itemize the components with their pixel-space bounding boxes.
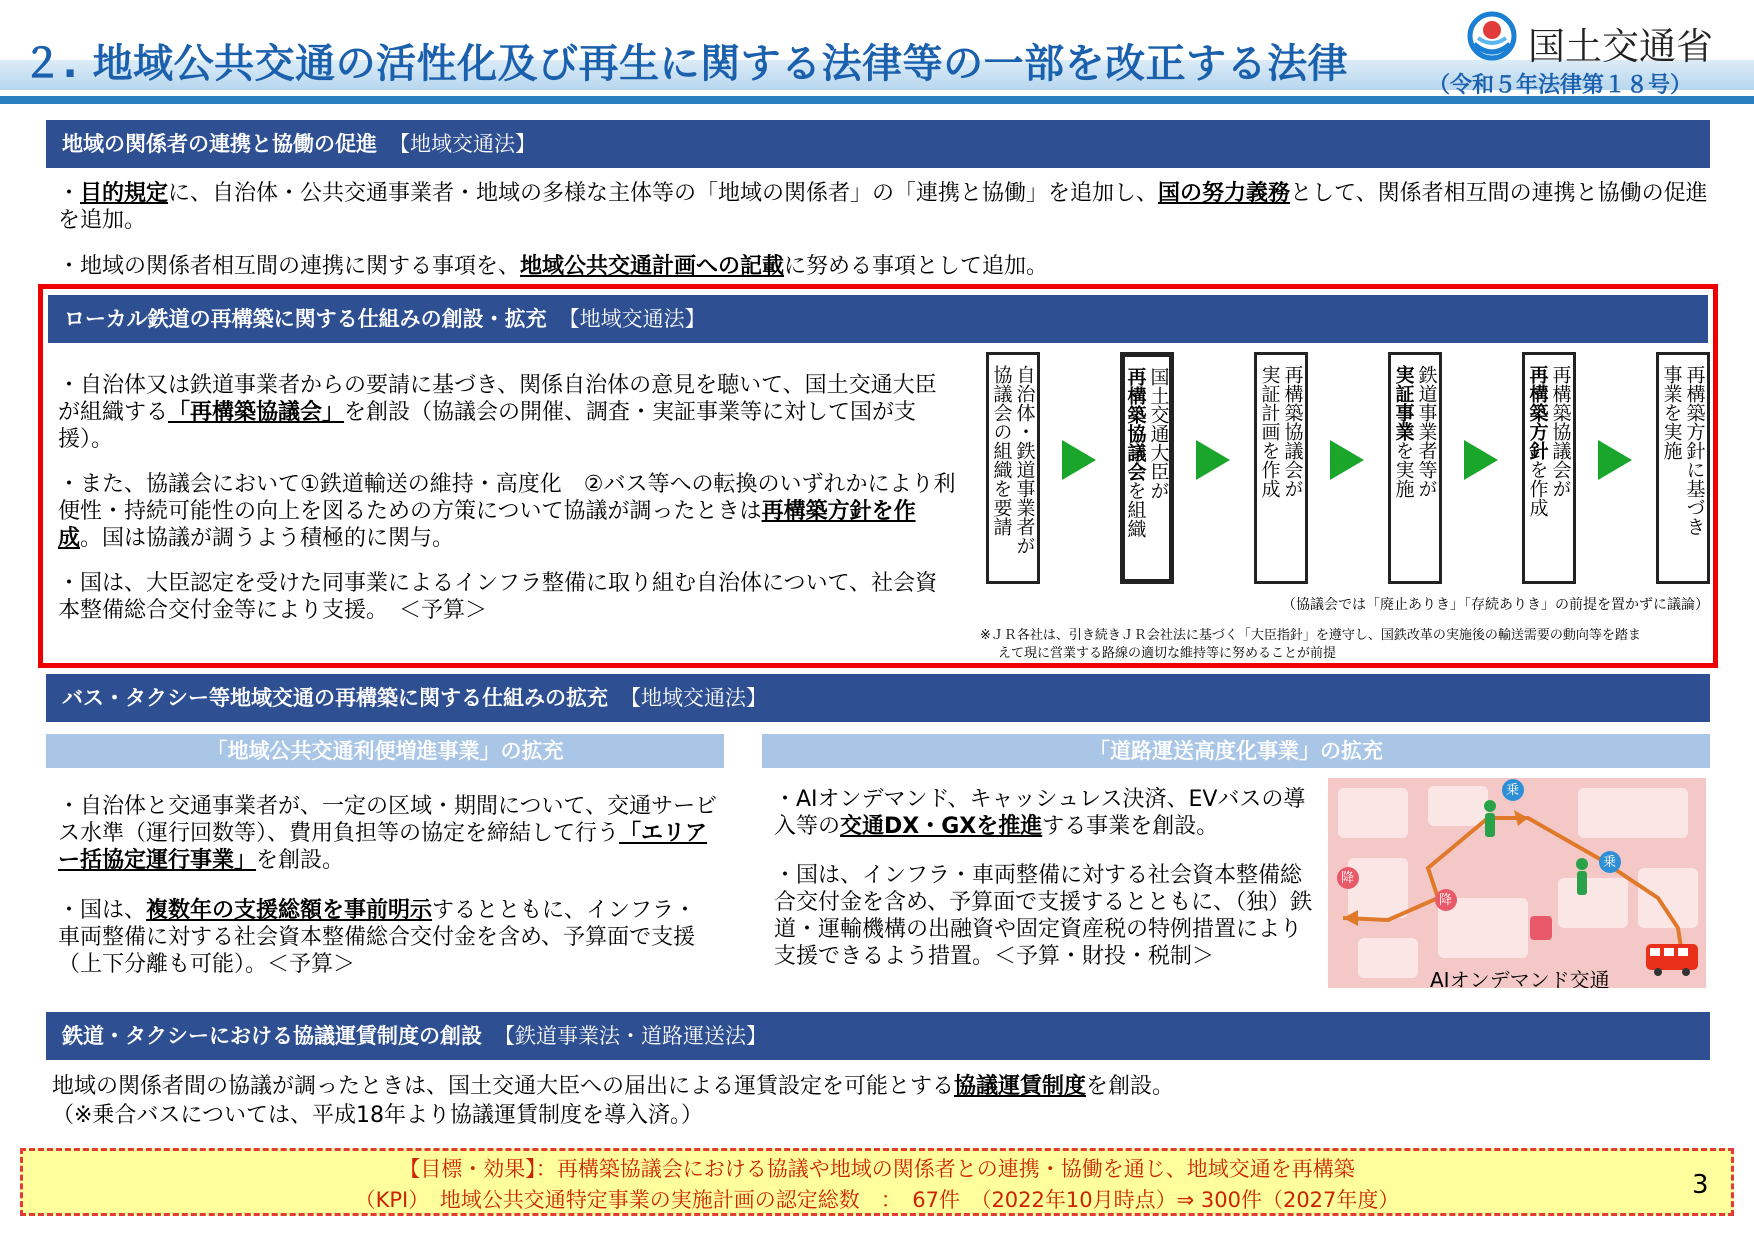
ministry-name: 国土交通省	[1528, 25, 1713, 68]
page-number: 3	[1692, 1170, 1709, 1200]
section1-law: 【地域交通法】	[389, 132, 536, 156]
section1-para1: ・目的規定に、自治体・公共交通事業者・地域の多様な主体等の「地域の関係者」の「連携と協働」を追加し、国の努力義務として、関係者相互間の連携と協働の促進を追加。	[58, 181, 1708, 233]
ministry-emblem-icon	[1464, 10, 1524, 64]
flow-arrow-icon	[1196, 440, 1230, 480]
section2-para3: ・国は、大臣認定を受けた同事業によるインフラ整備に取り組む自治体について、社会資本整備総合交付金等により支援。 ＜予算＞	[58, 571, 938, 623]
map-drop-label: 降	[1341, 871, 1355, 886]
page-title: ２. 地域公共交通の活性化及び再生に関する法律等の一部を改正する法律	[22, 41, 1349, 87]
jr-note-line2: えて現に営業する路線の適切な維持等に努めることが前提	[998, 646, 1337, 661]
flow-arrow-icon	[1464, 440, 1498, 480]
flow-step-2: 国土交通大臣が 再構築協議会を組織	[1120, 352, 1174, 584]
flow-step-3: 再構築協議会が 実証計画を作成	[1254, 352, 1308, 584]
section2-bar	[48, 295, 1708, 343]
ai-on-demand-map	[1328, 778, 1706, 988]
right-para2: ・国は、インフラ・車両整備に対する社会資本整備総合交付金を含め、予算面で支援するとともに、（独）鉄道・運輸機構の出融資や固定資産税の特例措置により支援できるよう措置。＜予算・財投・税制＞	[774, 863, 1313, 969]
section1-bar	[46, 120, 1710, 168]
section2-law: 【地域交通法】	[558, 307, 706, 331]
ministry-logo	[1462, 10, 1742, 68]
flow-arrow-icon	[1330, 440, 1364, 480]
section2-para2: ・また、協議会において①鉄道輸送の維持・高度化 ②バス等への転換のいずれかにより利便性・持続可能性の向上を図るための方策について協議が調ったときは再構築方針を作成。国は協議が調うよう積極的に関与。	[58, 472, 956, 551]
map-ride-label: 乗	[1506, 783, 1520, 798]
section1-para2: ・地域の関係者相互間の連携に関する事項を、地域公共交通計画への記載に努める事項として追加。	[58, 254, 1049, 279]
left-para2: ・国は、複数年の支援総額を事前明示するとともに、インフラ・車両整備に対する社会資本整備総合交付金を含め、予算面で支援（上下分離も可能）。＜予算＞	[58, 898, 697, 977]
flow-step-1: 自治体・鉄道事業者が 協議会の組織を要請	[986, 352, 1040, 584]
jr-note-line1: ※ＪＲ各社は、引き続きＪＲ会社法に基づく「大臣指針」を遵守し、国鉄改革の実施後の輸送需要の動向等を踏ま	[980, 628, 1641, 643]
section3-title: バス・タクシー等地域交通の再構築に関する仕組みの拡充	[62, 686, 608, 710]
kpi-box	[20, 1148, 1734, 1216]
map-drop-label: 降	[1439, 893, 1453, 908]
left-subsection-title: 「地域公共交通利便増進事業」の拡充	[46, 734, 724, 768]
section1-title: 地域の関係者の連携と協働の促進	[62, 132, 377, 156]
section4-para1: 地域の関係者間の協議が調ったときは、国土交通大臣への届出による運賃設定を可能とする協議運賃制度を創設。	[52, 1074, 1175, 1099]
flow-step-4: 鉄道事業者等が 実証事業を実施	[1388, 352, 1442, 584]
kpi-line1: 【目標・効果】：再構築協議会における協議や地域の関係者との連携・協働を通じ、地域交通を再構築	[399, 1157, 1355, 1181]
section4-bar	[46, 1012, 1710, 1060]
section4-title: 鉄道・タクシーにおける協議運賃制度の創設	[62, 1024, 482, 1048]
flow-arrow-icon	[1598, 440, 1632, 480]
law-number: （令和５年法律第１８号）	[1428, 73, 1693, 98]
ai-on-demand-map-icon	[1328, 778, 1706, 988]
flow-step-6: 再構築方針に基づき 事業を実施	[1656, 352, 1710, 584]
flow-note: （協議会では「廃止ありき」「存続ありき」の前提を置かずに議論）	[1282, 597, 1709, 613]
section3-bar	[46, 674, 1710, 722]
left-para1: ・自治体と交通事業者が、一定の区域・期間について、交通サービス水準（運行回数等）、費用負担等の協定を締結して行う「エリアー括協定運行事業」を創設。	[58, 794, 718, 873]
flow-arrow-icon	[1062, 440, 1096, 480]
section4-law: 【鉄道事業法・道路運送法】	[494, 1024, 767, 1048]
map-ride-label: 乗	[1603, 855, 1617, 870]
flow-step-5: 再構築協議会が 再構築方針を作成	[1522, 352, 1576, 584]
section2-title: ローカル鉄道の再構築に関する仕組みの創設・拡充	[64, 307, 547, 331]
section2-para1: ・自治体又は鉄道事業者からの要請に基づき、関係自治体の意見を聴いて、国土交通大臣が組織する「再構築協議会」を創設（協議会の開催、調査・実証事業等に対して国が支援）。	[58, 373, 937, 452]
right-para1: ・AIオンデマンド、キャッシュレス決済、EVバスの導入等の交通DX・GXを推進する事業を創設。	[774, 787, 1306, 839]
right-subsection-title: 「道路運送高度化事業」の拡充	[762, 734, 1710, 768]
kpi-line2: （KPI） 地域公共交通特定事業の実施計画の認定総数 ： 67件 （2022年10月時点）⇒ 300件（2027年度）	[354, 1188, 1400, 1212]
section3-law: 【地域交通法】	[620, 686, 767, 710]
section4-para2: （※乗合バスについては、平成18年より協議運賃制度を導入済。）	[52, 1103, 703, 1128]
map-caption: AIオンデマンド交通	[1430, 968, 1610, 988]
